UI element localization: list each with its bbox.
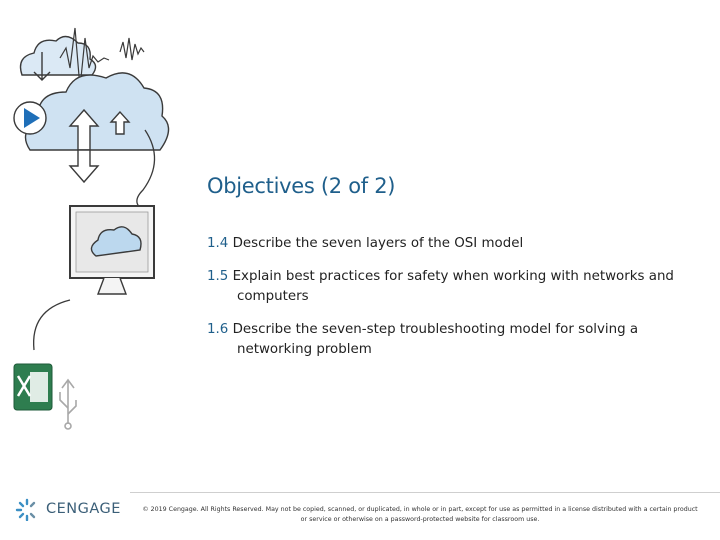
cengage-logo (14, 497, 121, 521)
footer-divider (130, 492, 720, 493)
usb-icon (60, 380, 76, 429)
objective-text: Describe the seven-step troubleshooting model for solving a networking problem (232, 322, 639, 357)
objective-item (207, 234, 707, 254)
objective-number: 1.6 (207, 322, 229, 337)
objective-item (207, 267, 707, 307)
cengage-logo-icon (14, 497, 40, 521)
tech-illustration (0, 0, 200, 450)
slide-title: Objectives (2 of 2) (207, 174, 396, 198)
cloud-icon (26, 73, 169, 150)
monitor-icon (70, 206, 154, 294)
excel-icon (14, 364, 52, 410)
copyright-notice: © 2019 Cengage. All Rights Reserved. May not be copied, scanned, or duplicated, in whole or in part, except for use as permitted in a license distributed with a certain product or service or otherwise on a password-protected website for classroom use. (142, 506, 698, 523)
objective-text: Explain best practices for safety when working with networks and computers (232, 269, 674, 304)
objective-item (207, 320, 707, 360)
objective-text: Describe the seven layers of the OSI model (232, 236, 524, 251)
objective-number: 1.4 (207, 236, 229, 251)
objective-number: 1.5 (207, 269, 229, 284)
play-button-icon (14, 102, 46, 134)
logo-text: CENGAGE (46, 501, 121, 517)
objectives-list (207, 234, 707, 360)
